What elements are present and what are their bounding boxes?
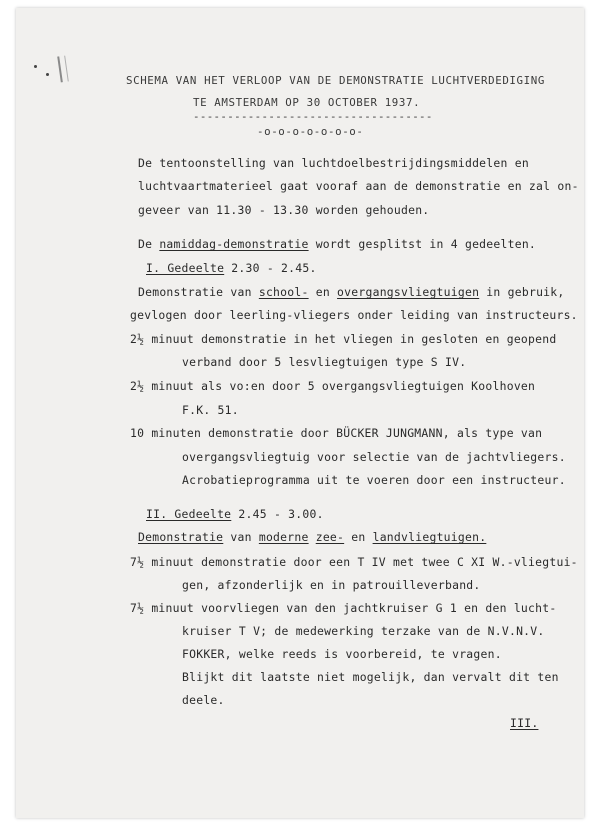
part-1-item-1-line-2: verband door 5 lesvliegtuigen type S IV. [182,355,467,369]
intro-line-2: luchtvaartmaterieel gaat vooraf aan de demonstratie en zal on- [138,179,579,193]
afternoon-term: namiddag-demonstratie [159,237,309,251]
part-2-zee: zee- [315,530,345,544]
part-1-item-3-name: BÜCKER JUNGMANN [336,426,443,440]
part-1-item-3-pre: 10 minuten demonstratie door [130,426,337,440]
part-1-flown: gevlogen door leerling-vliegers onder leiding van instructeurs. [130,308,578,322]
part-2-label: II. Gedeelte [146,507,232,521]
part-1-item-2-line-2: F.K. 51. [182,403,239,417]
part-1-time: 2.30 - 2.45. [224,261,317,275]
document-page [16,8,584,818]
intro-line-1: De tentoonstelling van luchtdoelbestrijdingsmiddelen en [138,156,529,170]
title-separator: -o-o-o-o-o-o-o- [257,125,364,138]
part-1-item-3-post: , als type van [442,426,543,440]
part-2-item-2-line-1: 7½ minuut voorvliegen van den jachtkruiser G 1 en den lucht- [130,601,557,615]
part-2-item-2-line-5: deele. [182,693,225,707]
part-1-heading [146,261,317,275]
part-2-item-2-line-2: kruiser T V; de medewerking terzake van de N.V.N.V. [182,624,545,638]
title-line-2: TE AMSTERDAM OP 30 OCTOBER 1937. [193,96,421,109]
part-1-item-3-line-1 [130,426,542,440]
part-1-overgang: overgangsvliegtuigen [337,285,480,299]
ink-spot [34,65,37,68]
part-1-label: I. Gedeelte [146,261,225,275]
part-2-moderne: moderne [258,530,309,544]
part-1-item-3-line-2: overgangsvliegtuig voor selectie van de jachtvliegers. [182,450,566,464]
part-2-d1: Demonstratie [138,530,224,544]
next-part-marker: III. [510,716,539,730]
afternoon-post: wordt gesplitst in 4 gedeelten. [308,237,537,251]
part-2-land: landvliegtuigen. [372,530,487,544]
afternoon-line [138,237,536,251]
part-2-item-1-line-2: gen, afzonderlijk en in patrouilleverband. [182,578,481,592]
part-1-item-2-line-1: 2½ minuut als vo:en door 5 overgangsvliegtuigen Koolhoven [130,379,536,393]
title-underline: ----------------------------------- [193,110,433,123]
staple [57,56,69,83]
part-2-item-1-line-1: 7½ minuut demonstratie door een T IV met twee C XI W.-vliegtui- [130,555,578,569]
part-2-heading [146,507,324,521]
part-2-en: en [344,530,373,544]
part-1-demo-line [138,285,565,299]
part-2-time: 2.45 - 3.00. [231,507,324,521]
part-2-subheading [138,530,486,544]
intro-line-3: geveer van 11.30 - 13.30 worden gehouden. [138,203,430,217]
title-line-1: SCHEMA VAN HET VERLOOP VAN DE DEMONSTRATIE LUCHTVERDEDIGING [126,74,545,87]
part-1-item-3-line-3: Acrobatieprogramma uit te voeren door een instructeur. [182,473,566,487]
part-1-en: en [308,285,338,299]
part-1-item-1-line-1: 2½ minuut demonstratie in het vliegen in gesloten en geopend [130,332,557,346]
part-2-item-2-line-3: FOKKER, welke reeds is voorbereid, te vragen. [182,647,502,661]
part-1-demo-pre: Demonstratie van [138,285,259,299]
part-2-item-2-line-4: Blijkt dit laatste niet mogelijk, dan vervalt dit ten [182,670,559,684]
part-2-van: van [223,530,259,544]
ink-spot [46,73,49,76]
part-1-school: school- [258,285,309,299]
part-1-demo-post: in gebruik, [479,285,565,299]
afternoon-pre: De [138,237,160,251]
